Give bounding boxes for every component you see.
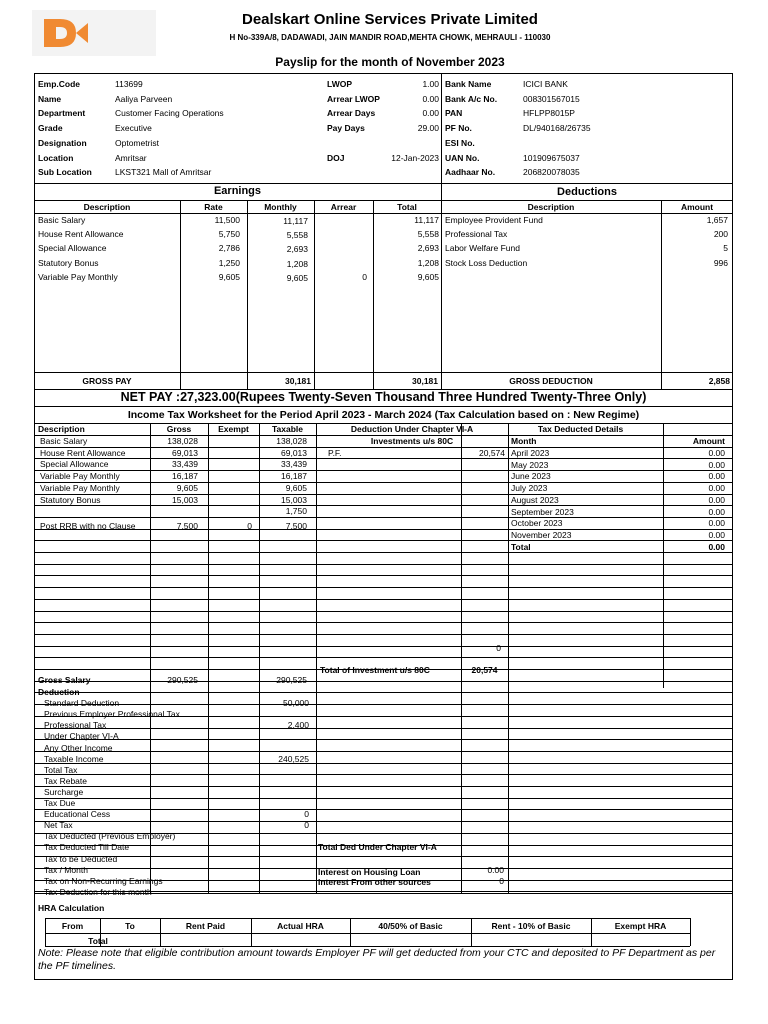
rule-line	[34, 587, 733, 588]
rule-line	[150, 423, 151, 893]
emp-field-label: Designation	[38, 137, 87, 148]
summary-label: Tax Deduction for this month	[44, 886, 152, 897]
deduction-amount: 5	[723, 243, 728, 254]
investment-total-label: Total of Investment u/s 80C	[320, 665, 430, 675]
tds-month: May 2023	[511, 459, 549, 470]
tds-amount: 0.00	[708, 529, 725, 540]
attendance-label: Arrear Days	[327, 108, 376, 119]
attendance-value: 1.00	[422, 79, 439, 89]
rule-line	[34, 564, 733, 565]
tds-month: October 2023	[511, 518, 563, 529]
tds-month: November 2023	[511, 529, 572, 540]
earnings-heading: Earnings	[213, 185, 262, 197]
other-sources-value: 0	[499, 875, 504, 886]
gross-deduction-amount: 2,858	[708, 376, 730, 386]
company-name: Dealskart Online Services Private Limited	[242, 11, 538, 28]
gross-salary-taxable: 290,525	[276, 675, 307, 685]
rule-line	[316, 423, 317, 893]
summary-label: Professional Tax	[44, 720, 107, 731]
summary-label: Deduction	[38, 687, 80, 697]
earning-desc: Basic Salary	[38, 215, 86, 225]
summary-label: Previous Employer Professional Tax	[44, 709, 180, 720]
ws-row-gross: 138,028	[167, 436, 198, 446]
bank-field-value: 008301567015	[523, 93, 580, 104]
emp-field-value: Aaliya Parveen	[115, 93, 173, 104]
tds-amount-col: Amount	[692, 436, 725, 446]
earnings-col-rate: Rate	[204, 202, 223, 212]
ws-row-gross: 15,003	[172, 494, 198, 505]
worksheet-col-header: Gross	[166, 424, 192, 434]
bank-field-value: HFLPP8015P	[523, 108, 575, 119]
attendance-value: 29.00	[417, 123, 439, 134]
summary-label: Tax Deducted Till Date	[44, 842, 130, 853]
deductions-heading: Deductions	[557, 186, 617, 198]
rule-line	[34, 482, 733, 483]
summary-label: Tax Deducted (Previous Employer)	[44, 831, 176, 842]
rule-line	[34, 809, 733, 810]
rule-line	[34, 517, 733, 518]
summary-label: Tax Due	[44, 798, 76, 808]
ws-row-desc: Variable Pay Monthly	[40, 471, 120, 482]
rule-line	[34, 774, 733, 775]
rule-line	[34, 692, 733, 693]
rule-line	[45, 918, 690, 919]
rule-line	[34, 646, 733, 647]
tds-month: August 2023	[511, 494, 559, 505]
bank-field-value: DL/940168/26735	[523, 123, 591, 134]
tds-amount: 0.00	[708, 506, 725, 517]
summary-value: 240,525	[278, 753, 309, 764]
ws-row-desc: Post RRB with no Clause	[40, 520, 136, 531]
ws-row-gross: 69,013	[172, 447, 198, 458]
ws-row-desc: Variable Pay Monthly	[40, 482, 120, 493]
emp-field-label: Grade	[38, 123, 63, 134]
gross-pay-monthly: 30,181	[285, 376, 311, 386]
earning-rate: 11,500	[214, 215, 240, 225]
emp-field-label: Department	[38, 108, 86, 119]
earnings-col-arrear: Arrear	[330, 202, 357, 212]
earning-total: 1,208	[417, 257, 439, 268]
housing-loan-label: Interest on Housing Loan	[318, 866, 421, 877]
tds-total: 0.00	[708, 541, 725, 552]
summary-label: Educational Cess	[44, 809, 111, 820]
rule-line	[34, 739, 733, 740]
gross-salary: 290,525	[167, 675, 198, 685]
rule-line	[34, 751, 733, 752]
rule-line	[34, 505, 733, 506]
emp-field-label: Emp.Code	[38, 79, 81, 89]
other-sources-label: Interest From other sources	[318, 876, 431, 887]
bank-field-label: PAN	[445, 108, 463, 119]
tds-amount: 0.00	[708, 483, 725, 494]
deduction-amount: 996	[713, 257, 728, 268]
company-logo	[32, 10, 156, 56]
bank-field-label: Aadhaar No.	[445, 167, 496, 178]
ws-row-desc: Basic Salary	[40, 436, 88, 446]
attendance-label: Arrear LWOP	[327, 93, 380, 104]
hra-col-header: To	[125, 921, 135, 931]
deduction-amount: 1,657	[706, 215, 728, 225]
earning-monthly: 5,558	[286, 230, 308, 241]
rule-line	[34, 786, 733, 787]
ws-row-taxable: 9,605	[285, 482, 307, 493]
earning-desc: Variable Pay Monthly	[38, 271, 118, 282]
tds-month: July 2023	[511, 483, 548, 494]
bank-field-label: Bank Name	[445, 79, 492, 89]
earning-monthly: 2,693	[286, 244, 308, 255]
earning-rate: 9,605	[218, 271, 240, 282]
hra-heading: HRA Calculation	[38, 903, 105, 913]
rule-line	[34, 821, 733, 822]
ws-row-taxable: 33,439	[281, 459, 307, 470]
chapter-heading: Deduction Under Chapter VI-A	[350, 424, 474, 434]
rule-line	[34, 529, 733, 530]
earning-total: 9,605	[417, 271, 439, 282]
rule-line	[34, 447, 733, 448]
emp-field-label: Location	[38, 152, 74, 163]
bank-field-value: 206820078035	[523, 167, 580, 178]
summary-value: 0	[304, 820, 309, 831]
earning-desc: Statutory Bonus	[38, 257, 99, 268]
rule-line	[34, 622, 733, 623]
net-pay: NET PAY :27,323.00(Rupees Twenty-Seven Thousand Three Hundred Twenty-Three Only)	[120, 390, 647, 404]
tds-amount: 0.00	[708, 459, 725, 470]
earning-total: 11,117	[414, 215, 439, 225]
ws-row-taxable: 15,003	[281, 494, 307, 505]
rule-line	[34, 681, 733, 682]
earning-rate: 2,786	[218, 243, 240, 254]
hra-col-header: 40/50% of Basic	[378, 921, 443, 931]
summary-label: Tax / Month	[44, 864, 88, 875]
summary-label: Total Tax	[44, 764, 78, 775]
rule-line	[34, 494, 733, 495]
emp-field-label: Name	[38, 93, 62, 104]
earnings-col-description: Description	[83, 202, 131, 212]
emp-field-value: Executive	[115, 123, 152, 134]
tds-month-col: Month	[511, 436, 537, 446]
earning-rate: 5,750	[218, 229, 240, 240]
payslip-title: Payslip for the month of November 2023	[275, 55, 505, 69]
rule-line	[34, 657, 733, 658]
tds-amount: 0.00	[708, 494, 725, 505]
hra-col-header: Rent Paid	[185, 921, 226, 931]
ws-row-gross: 33,439	[172, 459, 198, 470]
emp-field-value: LKST321 Mall of Amritsar	[115, 167, 212, 178]
attendance-label: DOJ	[327, 152, 345, 163]
hra-col-header: Exempt HRA	[614, 921, 667, 931]
rule-line	[34, 728, 733, 729]
summary-label: Any Other Income	[44, 742, 113, 753]
bank-field-value: 101909675037	[523, 152, 580, 163]
earning-rate: 1,250	[218, 257, 240, 268]
attendance-value: 0.00	[422, 108, 439, 119]
earnings-col-monthly: Monthly	[264, 202, 297, 212]
tds-heading: Tax Deducted Details	[537, 424, 624, 434]
tds-month: June 2023	[511, 471, 551, 482]
earning-arrear: 0	[362, 271, 367, 282]
investments-heading: Investments u/s 80C	[370, 436, 454, 446]
rule-line	[34, 540, 733, 541]
rule-line	[34, 599, 733, 600]
ws-row-desc: Special Allowance	[40, 459, 109, 470]
ws-row-taxable: 69,013	[281, 447, 307, 458]
bank-field-label: Bank A/c No.	[445, 93, 498, 104]
deduction-desc: Stock Loss Deduction	[445, 257, 528, 268]
bank-field-value: ICICI BANK	[523, 79, 568, 89]
summary-label: Under Chapter VI-A	[44, 731, 119, 742]
worksheet-col-header: Taxable	[271, 424, 304, 434]
hra-col-header: From	[61, 921, 84, 931]
ws-row-desc: Statutory Bonus	[40, 494, 101, 505]
emp-field-value: Amritsar	[115, 152, 147, 163]
summary-label: Tax to be Deducted	[44, 853, 118, 864]
summary-label: Taxable Income	[44, 753, 104, 764]
rule-line	[34, 552, 733, 553]
ws-row-taxable: 138,028	[276, 436, 307, 446]
rule-line	[34, 704, 733, 705]
ws-row-exempt: 0	[247, 520, 252, 531]
attendance-label: Pay Days	[327, 123, 365, 134]
rule-line	[461, 423, 462, 893]
ws-row-taxable: 16,187	[281, 471, 307, 482]
earning-total: 2,693	[417, 243, 439, 254]
deduction-desc: Employee Provident Fund	[445, 215, 543, 225]
ws-row-desc: House Rent Allowance	[40, 447, 126, 458]
gross-salary-label: Gross Salary	[38, 675, 91, 685]
company-address: H No-339A/8, DADAWADI, JAIN MANDIR ROAD,MEHTA CHOWK, MEHRAULI - 110030	[229, 33, 551, 42]
ws-row-gross: 7,500	[176, 520, 198, 531]
attendance-label: LWOP	[327, 79, 353, 89]
summary-label: Tax on Non-Recurring Earnings	[44, 875, 163, 886]
summary-value: 2,400	[287, 720, 309, 731]
deductions-col-description: Description	[527, 202, 575, 212]
summary-value: 50,000	[283, 698, 309, 709]
emp-field-value: Customer Facing Operations	[115, 108, 224, 119]
ws-row-taxable: 1,750	[285, 506, 307, 517]
rule-line	[508, 423, 509, 893]
rule-line	[45, 933, 690, 934]
worksheet-col-header: Exempt	[218, 424, 249, 434]
tds-amount: 0.00	[708, 518, 725, 529]
investment-name: P.F.	[328, 448, 342, 458]
rule-line	[208, 423, 209, 893]
earning-monthly: 9,605	[286, 272, 308, 283]
investment-amount: 20,574	[479, 448, 505, 458]
rule-line	[34, 763, 733, 764]
hra-col-header: Actual HRA	[277, 921, 324, 931]
emp-field-value: Optometrist	[115, 137, 159, 148]
bank-field-label: ESI No.	[445, 137, 475, 148]
summary-label: Net Tax	[44, 820, 73, 831]
gross-pay-label: GROSS PAY	[82, 376, 132, 386]
worksheet-col-header: Description	[38, 424, 85, 434]
rule-line	[34, 856, 733, 857]
emp-field-label: Sub Location	[38, 167, 92, 178]
hra-total-label: Total	[88, 936, 108, 946]
rule-line	[34, 611, 733, 612]
summary-label: Standard Deduction	[44, 698, 120, 709]
attendance-value: 0.00	[422, 93, 439, 104]
earning-monthly: 11,117	[283, 216, 308, 226]
tds-amount: 0.00	[708, 471, 725, 482]
ws-row-taxable: 7,500	[285, 520, 307, 531]
housing-loan-value: 0.00	[487, 864, 504, 875]
tds-amount: 0.00	[708, 448, 725, 458]
rule-line	[34, 575, 733, 576]
tds-month: April 2023	[511, 448, 550, 458]
chapter-total-label: Total Ded Under Chapter VI-A	[318, 842, 437, 853]
ws-row-gross: 16,187	[172, 471, 198, 482]
summary-label: Surcharge	[44, 786, 84, 797]
rule-line	[34, 458, 733, 459]
deduction-amount: 200	[713, 229, 728, 240]
gross-pay-total: 30,181	[412, 376, 438, 386]
tds-total-label: Total	[511, 541, 531, 552]
bank-field-label: PF No.	[445, 123, 472, 134]
deduction-desc: Professional Tax	[445, 229, 508, 240]
pf-note: Note: Please note that eligible contribution amount towards Employer PF will get deducted from your CTC and deposited to PF Department as per the PF timelines.	[38, 947, 716, 972]
earning-total: 5,558	[417, 229, 439, 240]
earning-desc: House Rent Allowance	[38, 229, 124, 240]
rule-line	[34, 798, 733, 799]
ws-row-gross: 9,605	[176, 482, 198, 493]
emp-field-value: 113699	[115, 79, 143, 89]
attendance-value: 12-Jan-2023	[391, 152, 439, 163]
deductions-col-amount: Amount	[680, 202, 714, 212]
rule-line	[34, 470, 733, 471]
summary-label: Tax Rebate	[44, 775, 87, 786]
summary-value: 0	[304, 809, 309, 820]
rule-line	[34, 634, 733, 635]
earning-monthly: 1,208	[286, 258, 308, 269]
deduction-desc: Labor Welfare Fund	[445, 243, 520, 254]
earning-desc: Special Allowance	[38, 243, 107, 254]
worksheet-title: Income Tax Worksheet for the Period April 2023 - March 2024 (Tax Calculation based on : New Regime)	[127, 409, 640, 421]
earnings-col-total: Total	[397, 202, 417, 212]
tds-month: September 2023	[511, 506, 574, 517]
gross-deduction-label: GROSS DEDUCTION	[509, 376, 593, 386]
rule-line	[690, 918, 691, 946]
hra-col-header: Rent - 10% of Basic	[491, 921, 571, 931]
investment-zero: 0	[496, 643, 501, 653]
bank-field-label: UAN No.	[445, 152, 480, 163]
investment-total: 20,574	[471, 665, 498, 675]
